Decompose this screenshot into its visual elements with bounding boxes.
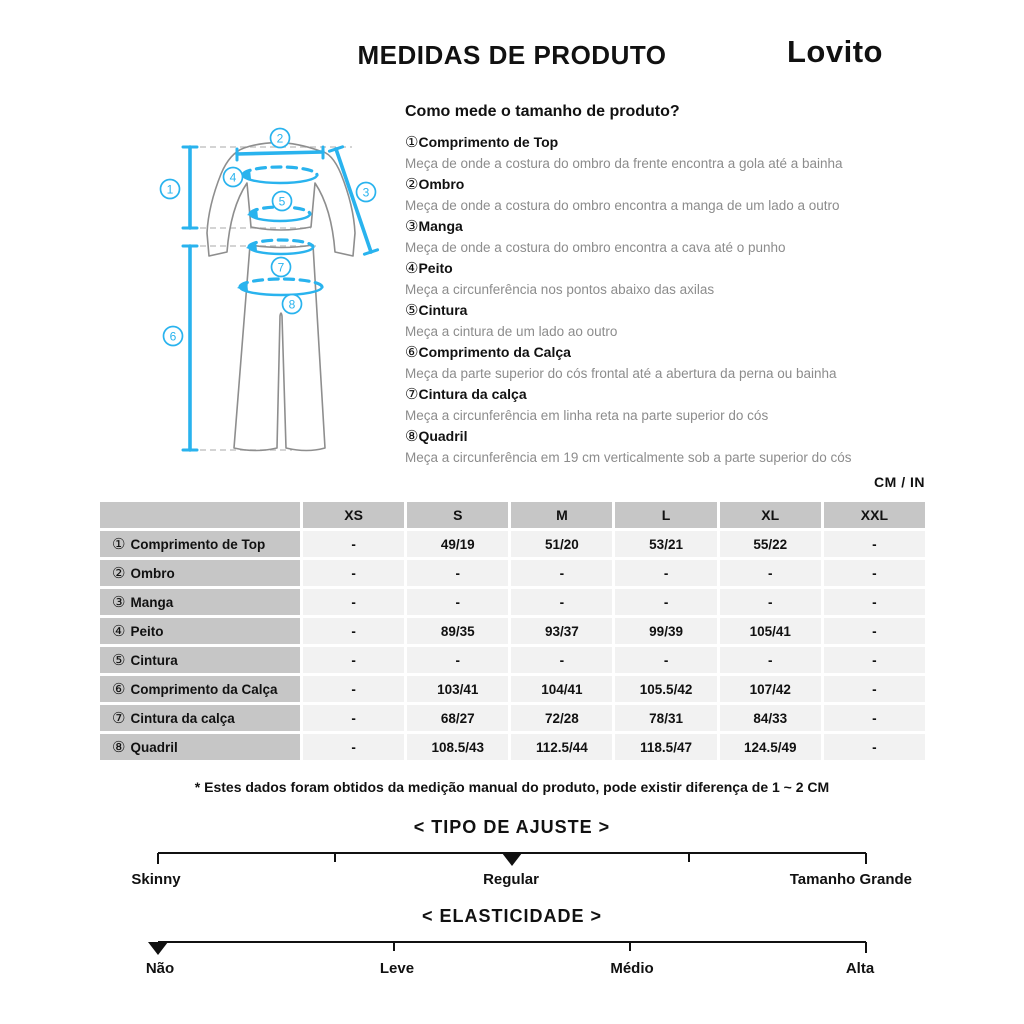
fit-label-regular: Regular — [483, 871, 539, 888]
table-cell: 89/35 — [407, 618, 508, 644]
guide-item — [405, 384, 950, 426]
table-cell: - — [720, 589, 821, 615]
svg-text:7: 7 — [277, 260, 285, 275]
guide-item-title: Ombro — [418, 176, 465, 192]
table-cell: 99/39 — [615, 618, 716, 644]
guide-item-label — [405, 174, 950, 196]
guide-item-title: Cintura — [418, 302, 468, 318]
guide-item-label — [405, 258, 950, 280]
elasticity-scale-marker — [148, 942, 168, 955]
svg-text:5: 5 — [278, 194, 286, 209]
row-label-text: Manga — [130, 594, 174, 610]
table-cell: 78/31 — [615, 705, 716, 731]
circled-number: ⑥ — [112, 681, 126, 698]
table-cell: 51/20 — [511, 531, 612, 557]
fit-scale-title: < TIPO DE AJUSTE > — [413, 817, 611, 837]
elasticity-label-nao: Não — [145, 960, 175, 977]
guide-item-desc: Meça da parte superior do cós frontal até a abertura da perna ou bainha — [405, 365, 837, 381]
row-label — [100, 705, 300, 731]
guide-item-title: Comprimento da Calça — [418, 344, 571, 360]
elasticity-scale — [120, 933, 920, 981]
guide-item-desc: Meça de onde a costura do ombro da frente encontra a gola até a bainha — [405, 155, 843, 171]
diagram-badge-8 — [283, 295, 302, 314]
row-label-text: Comprimento da Calça — [130, 681, 278, 697]
table-cell: 105.5/42 — [615, 676, 716, 702]
table-cell: - — [511, 560, 612, 586]
table-cell: - — [407, 560, 508, 586]
table-cell: - — [303, 618, 404, 644]
circled-number: ③ — [405, 218, 419, 235]
waist-ellipse-bottom — [250, 214, 310, 221]
guide-item-title: Quadril — [418, 428, 468, 444]
table-cell: 107/42 — [720, 676, 821, 702]
row-label-text: Cintura — [130, 652, 178, 668]
table-cell: 49/19 — [407, 531, 508, 557]
row-label — [100, 531, 300, 557]
elasticity-label-medio: Médio — [610, 960, 654, 977]
chest-ellipse — [243, 167, 317, 175]
table-cell: - — [720, 560, 821, 586]
row-label-text: Peito — [130, 623, 164, 639]
table-cell: - — [824, 705, 925, 731]
size-table — [100, 502, 925, 760]
fit-scale-marker — [502, 853, 522, 866]
guide-item-label — [405, 426, 950, 448]
table-cell: 53/21 — [615, 531, 716, 557]
table-corner-cell — [100, 502, 300, 528]
brand-logo: Lovito — [787, 34, 883, 69]
guide-item-desc: Meça a circunferência em 19 cm verticalmente sob a parte superior do cós — [405, 449, 852, 465]
diagram-badge-4 — [224, 168, 243, 187]
table-cell: 93/37 — [511, 618, 612, 644]
page-title: MEDIDAS DE PRODUTO — [357, 40, 667, 70]
row-label-text: Cintura da calça — [130, 710, 235, 726]
circled-number: ① — [112, 536, 126, 553]
circled-number: ④ — [405, 260, 419, 277]
table-cell: - — [824, 676, 925, 702]
column-header: L — [615, 502, 716, 528]
table-cell: - — [824, 531, 925, 557]
diagram-badge-7 — [272, 258, 291, 277]
circled-number: ② — [112, 565, 126, 582]
fit-label-tamanho-grande: Tamanho Grande — [789, 871, 912, 888]
table-cell: - — [303, 531, 404, 557]
table-cell: 68/27 — [407, 705, 508, 731]
table-cell: 124.5/49 — [720, 734, 821, 760]
elasticity-scale-line — [158, 942, 866, 953]
guide-item-title: Comprimento de Top — [418, 134, 559, 150]
row-label — [100, 589, 300, 615]
diagram-badge-5 — [273, 192, 292, 211]
svg-text:8: 8 — [288, 297, 296, 312]
column-header: XL — [720, 502, 821, 528]
row-label — [100, 618, 300, 644]
guide-item — [405, 132, 950, 174]
svg-text:6: 6 — [169, 329, 177, 344]
row-label — [100, 560, 300, 586]
chest-ellipse-bottom — [243, 175, 317, 183]
table-cell: - — [511, 589, 612, 615]
row-label-text: Comprimento de Top — [130, 536, 266, 552]
table-cell: - — [303, 734, 404, 760]
table-cell: - — [303, 647, 404, 673]
column-header: XS — [303, 502, 404, 528]
row-label — [100, 647, 300, 673]
guide-item-label — [405, 300, 950, 322]
guide-item — [405, 258, 950, 300]
guide-item-title: Cintura da calça — [418, 386, 527, 402]
table-cell: 84/33 — [720, 705, 821, 731]
guide-item — [405, 300, 950, 342]
table-cell: - — [824, 618, 925, 644]
table-cell: 105/41 — [720, 618, 821, 644]
hip-ellipse-bottom — [240, 287, 322, 295]
row-label — [100, 676, 300, 702]
table-cell: - — [303, 676, 404, 702]
units-label: CM / IN — [874, 474, 925, 490]
table-cell: - — [720, 647, 821, 673]
table-cell: - — [303, 705, 404, 731]
diagram-badge-1 — [161, 180, 180, 199]
table-cell: - — [511, 647, 612, 673]
circled-number: ④ — [112, 623, 126, 640]
table-cell: - — [824, 589, 925, 615]
elasticity-label-leve: Leve — [379, 960, 415, 977]
circled-number: ② — [405, 176, 419, 193]
table-cell: 108.5/43 — [407, 734, 508, 760]
guide-item-desc: Meça a circunferência nos pontos abaixo das axilas — [405, 281, 715, 297]
table-cell: 55/22 — [720, 531, 821, 557]
circled-number: ③ — [112, 594, 126, 611]
table-cell: - — [407, 589, 508, 615]
svg-text:4: 4 — [229, 170, 237, 185]
guide-item-desc: Meça de onde a costura do ombro encontra a cava até o punho — [405, 239, 786, 255]
table-cell: 112.5/44 — [511, 734, 612, 760]
guide-item-desc: Meça a cintura de um lado ao outro — [405, 323, 618, 339]
guide-item-desc: Meça a circunferência em linha reta na parte superior do cós — [405, 407, 769, 423]
guide-item-desc: Meça de onde a costura do ombro encontra a manga de um lado a outro — [405, 197, 840, 213]
elasticity-label-alta: Alta — [845, 960, 875, 977]
guide-item — [405, 426, 950, 468]
column-header: S — [407, 502, 508, 528]
fit-scale — [120, 844, 920, 892]
hip-ellipse — [240, 279, 322, 287]
circled-number: ⑧ — [405, 428, 419, 445]
guide-item-label — [405, 342, 950, 364]
circled-number: ⑤ — [405, 302, 419, 319]
table-cell: - — [303, 560, 404, 586]
table-cell: 118.5/47 — [615, 734, 716, 760]
table-cell: - — [303, 589, 404, 615]
column-header: XXL — [824, 502, 925, 528]
table-cell: 104/41 — [511, 676, 612, 702]
guide-item — [405, 342, 950, 384]
circled-number: ⑤ — [112, 652, 126, 669]
fit-label-skinny: Skinny — [131, 871, 181, 888]
table-cell: - — [824, 560, 925, 586]
guide-item-label — [405, 132, 950, 154]
column-header: M — [511, 502, 612, 528]
table-cell: 72/28 — [511, 705, 612, 731]
row-label-text: Quadril — [130, 739, 178, 755]
circled-number: ⑦ — [112, 710, 126, 727]
diagram-badge-6 — [164, 327, 183, 346]
row-label-text: Ombro — [130, 565, 175, 581]
diagram-badge-3 — [357, 183, 376, 202]
guide-item — [405, 174, 950, 216]
diagram-badge-2 — [271, 129, 290, 148]
table-cell: 103/41 — [407, 676, 508, 702]
row-label — [100, 734, 300, 760]
circled-number: ⑦ — [405, 386, 419, 403]
guide-item-label — [405, 384, 950, 406]
guide-heading: Como mede o tamanho de produto? — [405, 103, 680, 120]
table-cell: - — [615, 560, 716, 586]
garment-measurement-diagram — [130, 118, 410, 478]
svg-text:2: 2 — [276, 131, 284, 146]
elasticity-scale-title: < ELASTICIDADE > — [421, 906, 603, 926]
circled-number: ⑧ — [112, 739, 126, 756]
guide-item-label — [405, 216, 950, 238]
svg-text:1: 1 — [166, 182, 174, 197]
circled-number: ⑥ — [405, 344, 419, 361]
guide-item-title: Manga — [418, 218, 463, 234]
table-cell: - — [824, 734, 925, 760]
measure-line-shoulder — [237, 152, 323, 154]
table-cell: - — [615, 647, 716, 673]
table-cell: - — [615, 589, 716, 615]
guide-item-title: Peito — [418, 260, 453, 276]
table-cell: - — [824, 647, 925, 673]
table-cell: - — [407, 647, 508, 673]
guide-item — [405, 216, 950, 258]
svg-text:3: 3 — [362, 185, 370, 200]
circled-number: ① — [405, 134, 419, 151]
table-footnote: * Estes dados foram obtidos da medição manual do produto, pode existir diferença de 1 ~ 2 CM — [194, 779, 830, 795]
measurement-guide — [405, 103, 950, 468]
